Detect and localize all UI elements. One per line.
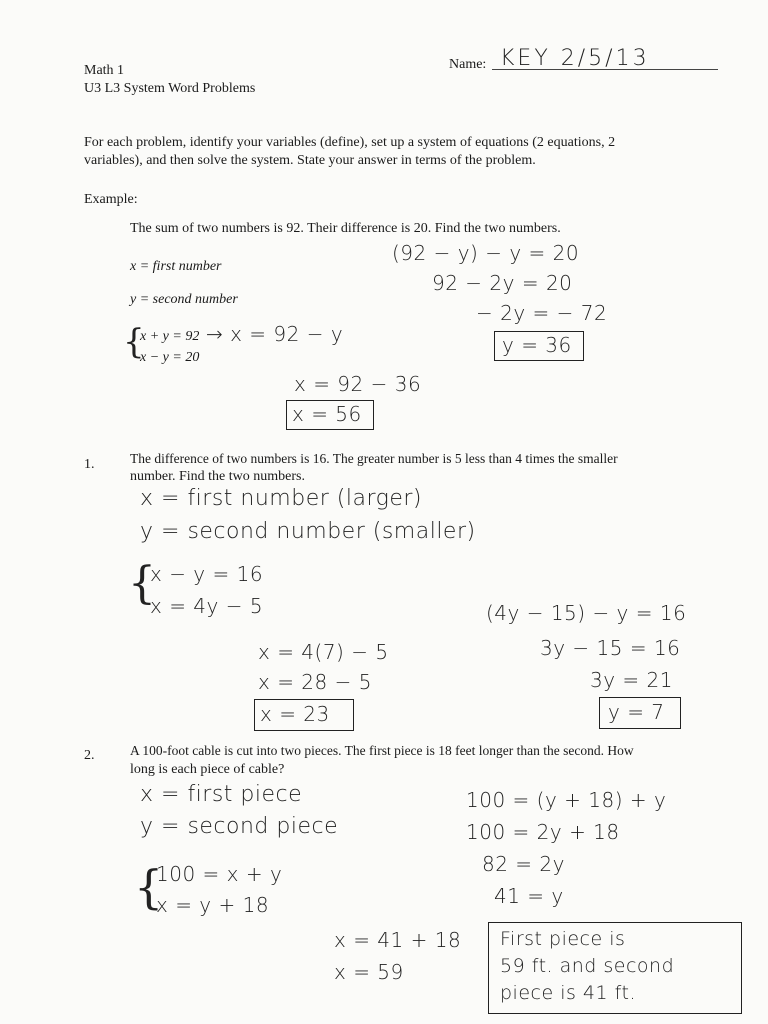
example-label: Example: (84, 192, 138, 207)
problem2-answer-line-2: 59 ft. and second (500, 955, 675, 977)
problem1-text-line-1: The difference of two numbers is 16. The greater number is 5 less than 4 times the smaller (130, 451, 618, 466)
problem2-hw-var-x: x = first piece (140, 782, 303, 807)
problem2-hw-var-y: y = second piece (140, 814, 339, 839)
example-hw-step-1: (92 − y) − y = 20 (392, 241, 580, 265)
problem1-text-line-2: number. Find the two numbers. (130, 469, 305, 484)
example-var-y: y = second number (130, 292, 238, 307)
problem1-hw-var-y: y = second number (smaller) (140, 519, 476, 544)
problem1-hw-step-3: 3y = 21 (590, 668, 673, 692)
problem2-answer-line-1: First piece is (500, 928, 626, 950)
problem1-number: 1. (84, 457, 95, 472)
problem1-hw-back-sub-2: x = 28 − 5 (258, 670, 372, 694)
example-eq1: x + y = 92 (140, 329, 200, 344)
example-system-brace: { (123, 322, 145, 362)
problem1-answer-x: x = 23 (260, 702, 330, 726)
example-problem: The sum of two numbers is 92. Their difference is 20. Find the two numbers. (130, 221, 561, 236)
problem2-hw-step-3: 82 = 2y (482, 852, 565, 876)
problem1-hw-var-x: x = first number (larger) (140, 486, 422, 511)
instructions-line-1: For each problem, identify your variables (define), set up a system of equations (2 equations, 2 (84, 135, 616, 150)
example-hw-substitution: → x = 92 − y (206, 322, 344, 346)
name-value: KEY 2/5/13 (500, 46, 650, 71)
problem1-answer-y: y = 7 (608, 700, 665, 724)
problem1-hw-step-1: (4y − 15) − y = 16 (486, 601, 687, 625)
problem2-text-line-2: long is each piece of cable? (130, 762, 285, 777)
name-label: Name: (449, 57, 487, 72)
problem2-system-brace: { (134, 860, 164, 914)
problem1-system-brace: { (128, 558, 156, 609)
unit-title: U3 L3 System Word Problems (84, 81, 256, 96)
problem1-hw-step-2: 3y − 15 = 16 (540, 636, 681, 660)
problem2-hw-step-4: 41 = y (494, 884, 564, 908)
example-eq2: x − y = 20 (140, 350, 200, 365)
example-hw-back-sub: x = 92 − 36 (294, 372, 422, 396)
problem2-hw-back-sub-2: x = 59 (334, 960, 404, 984)
problem2-text-line-1: A 100-foot cable is cut into two pieces. The first piece is 18 feet longer than the second. How (130, 743, 634, 758)
problem2-hw-step-1: 100 = (y + 18) + y (466, 788, 667, 812)
example-hw-step-3: − 2y = − 72 (476, 301, 608, 325)
problem2-hw-eq2: x = y + 18 (156, 893, 270, 917)
example-answer-x: x = 56 (292, 402, 362, 426)
problem2-answer-line-3: piece is 41 ft. (500, 982, 636, 1004)
problem2-hw-eq1: 100 = x + y (156, 862, 283, 886)
problem1-hw-back-sub-1: x = 4(7) − 5 (258, 640, 389, 664)
course-title: Math 1 (84, 63, 125, 78)
example-var-x: x = first number (130, 259, 222, 274)
problem1-hw-eq2: x = 4y − 5 (150, 594, 264, 618)
problem1-hw-eq1: x − y = 16 (150, 562, 264, 586)
example-hw-step-2: 92 − 2y = 20 (432, 271, 573, 295)
problem2-number: 2. (84, 748, 95, 763)
example-answer-y: y = 36 (502, 333, 572, 357)
problem2-hw-step-2: 100 = 2y + 18 (466, 820, 620, 844)
instructions-line-2: variables), and then solve the system. State your answer in terms of the problem. (84, 153, 536, 168)
problem2-hw-back-sub-1: x = 41 + 18 (334, 928, 462, 952)
